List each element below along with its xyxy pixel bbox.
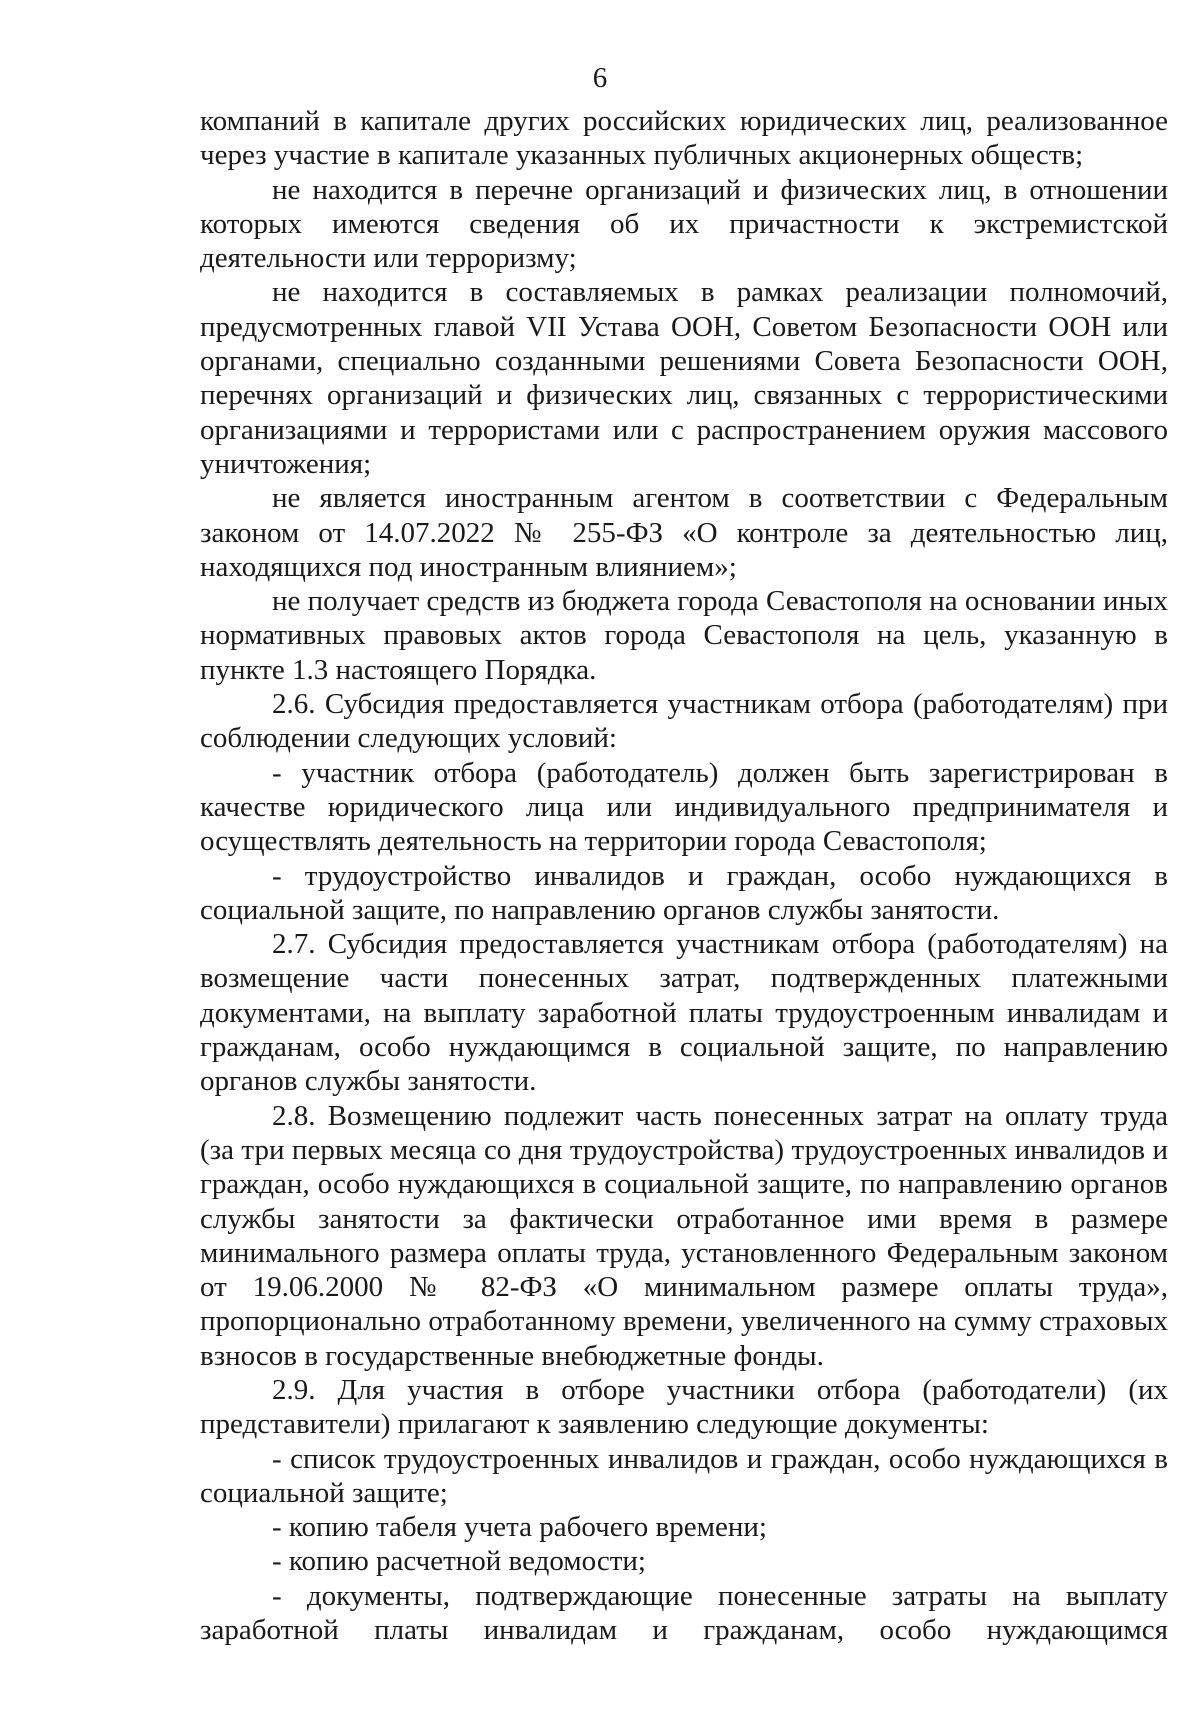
paragraph: не находится в перечне организаций и физических лиц, в отношении которых имеются сведения об их причастности к экстремистской деятельности или терроризму; [200,173,1168,275]
paragraph: 2.7. Субсидия предоставляется участникам отбора (работодателям) на возмещение части понесенных затрат, подтвержденных платежными документами, на выплату заработной платы трудоустроенным инвалидам и гражданам, особо нуждающимся в социальной защите, по направлению органов службы занятости. [200,928,1168,1098]
page-number: 6 [592,62,608,94]
document-body [200,104,1168,1647]
paragraph: не находится в составляемых в рамках реализации полномочий, предусмотренных главой VII Устава ООН, Советом Безопасности ООН или органами, специально созданными решениями Совета Безопасности ООН, перечнях организаций и физических лиц, связанных с террористическими организациями и террористами или с распространением оружия массового уничтожения; [200,276,1168,480]
paragraph: 2.6. Субсидия предоставляется участникам отбора (работодателям) при соблюдении следующих условий: [200,688,1168,755]
paragraph: не получает средств из бюджета города Севастополя на основании иных нормативных правовых актов города Севастополя на цель, указанную в пункте 1.3 настоящего Порядка. [200,585,1168,686]
paragraph: - трудоустройство инвалидов и граждан, особо нуждающихся в социальной защите, по направлению органов службы занятости. [200,859,1168,926]
paragraph: - копию табеля учета рабочего времени; [272,1511,767,1544]
paragraph: компаний в капитале других российских юридических лиц, реализованное через участие в капитале указанных публичных акционерных обществ; [200,105,1168,172]
paragraph: 2.9. Для участия в отборе участники отбора (работодатели) (их представители) прилагают к заявлению следующие документы: [200,1373,1168,1441]
paragraph: - копию расчетной ведомости; [272,1545,646,1578]
paragraph: - участник отбора (работодатель) должен быть зарегистрирован в качестве юридического лица или индивидуального предпринимателя и осуществлять деятельность на территории города Севастополя; [200,756,1168,858]
paragraph: не является иностранным агентом в соответствии с Федеральным законом от 14.07.2022 № 255-ФЗ «О контроле за деятельностью лиц, находящихся под иностранным влиянием»; [200,482,1168,583]
paragraph: 2.8. Возмещению подлежит часть понесенных затрат на оплату труда (за три первых месяца со дня трудоустройства) трудоустроенных инвалидов и граждан, особо нуждающихся в социальной защите, по направлению органов службы занятости за фактически отработанное ими время в размере минимального размера оплаты труда, установленного Федеральным законом от 19.06.2000 № 82-ФЗ «О минимальном размере оплаты труда», пропорционально отработанному времени, увеличенного на сумму страховых взносов в государственные внебюджетные фонды. [200,1099,1168,1372]
paragraph: - документы, подтверждающие понесенные затраты на выплату заработной платы инвалидам и гражданам, особо нуждающимся [200,1579,1168,1647]
paragraph: - список трудоустроенных инвалидов и граждан, особо нуждающихся в социальной защите; [200,1442,1168,1509]
